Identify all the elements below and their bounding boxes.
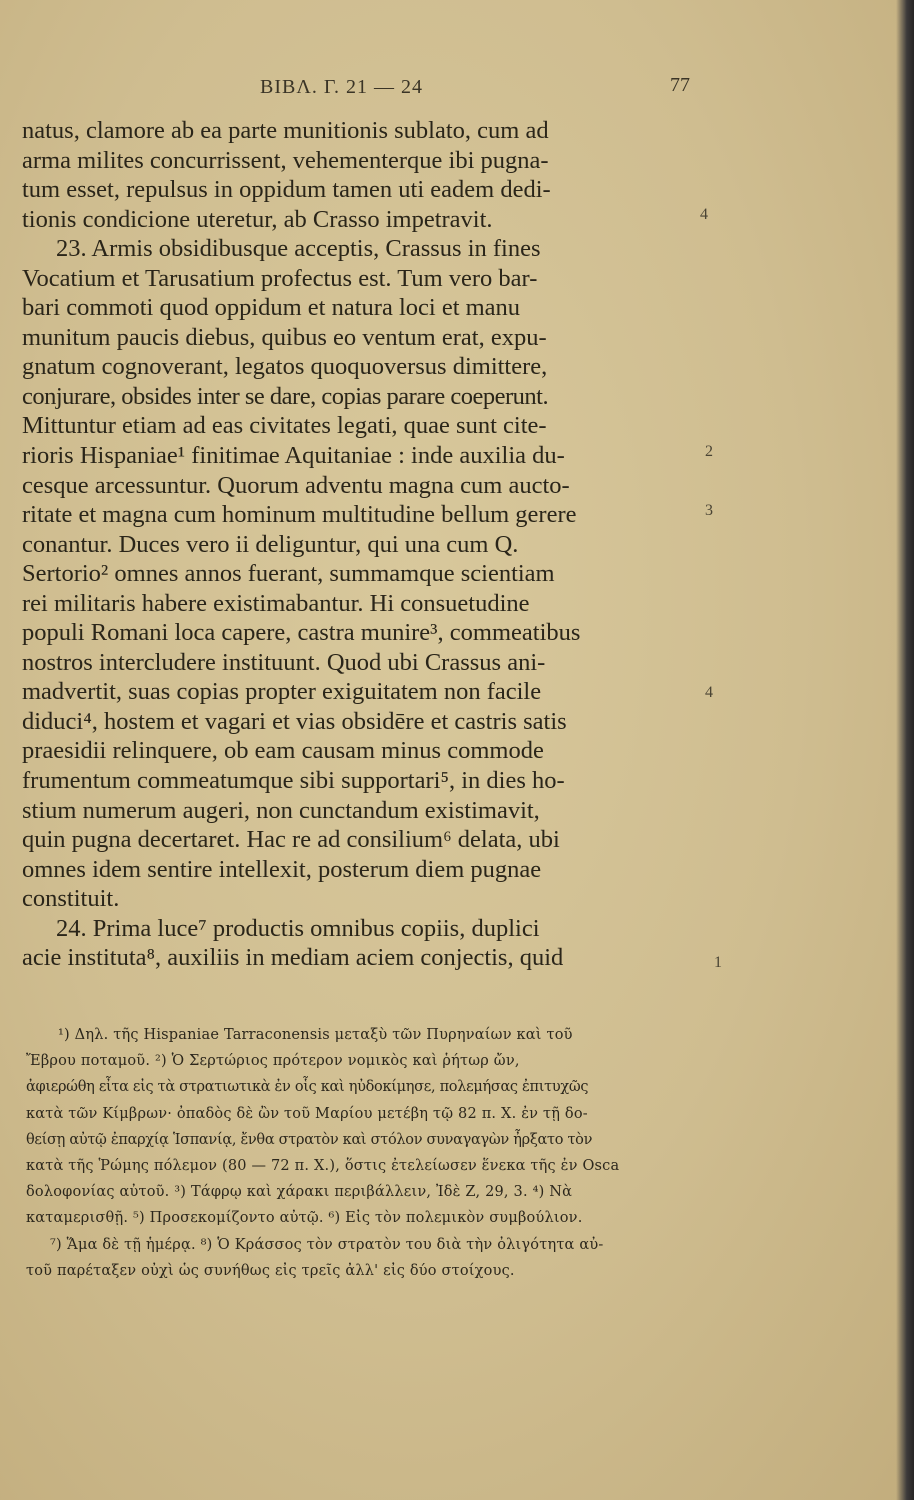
text-line: constituit. bbox=[22, 885, 120, 913]
text-line: conjurare, obsides inter se dare, copias parare coeperunt. bbox=[22, 382, 549, 410]
text-line: 24. Prima luce⁷ productis omnibus copiis, duplici bbox=[56, 914, 540, 942]
text-line: 23. Armis obsidibusque acceptis, Crassus in fines bbox=[56, 235, 541, 263]
margin-number: 1 bbox=[714, 954, 722, 971]
text-line: Mittuntur etiam ad eas civitates legati, quae sunt cite- bbox=[22, 412, 547, 440]
footnote-line: κατὰ τῆς Ῥώμης πόλεμον (80 — 72 π. Χ.), ὅστις ἐτελείωσεν ἕνεκα τῆς ἐν Osca bbox=[26, 1157, 620, 1174]
text-line: natus, clamore ab ea parte munitionis sublato, cum ad bbox=[22, 117, 549, 144]
footnote-line: κατὰ τῶν Κίμβρων· ὀπαδὸς δὲ ὢν τοῦ Μαρίου μετέβη τῷ 82 π. Χ. ἐν τῇ δο- bbox=[26, 1105, 588, 1122]
text-line: acie instituta⁸, auxiliis in mediam aciem conjectis, quid bbox=[22, 944, 564, 972]
text-line: ritate et magna cum hominum multitudine bellum gerere bbox=[22, 501, 577, 529]
text-line: omnes idem sentire intellexit, posterum diem pugnae bbox=[22, 855, 542, 883]
page-header bbox=[0, 76, 914, 106]
footnote-line: ⁷) Ἅμα δὲ τῇ ἡμέρᾳ. ⁸) Ὁ Κράσσος τὸν στρατὸν του διὰ τὴν ὀλιγότητα αὐ- bbox=[50, 1236, 604, 1253]
text-line: munitum paucis diebus, quibus eo ventum erat, expu- bbox=[22, 323, 547, 351]
footnote-line: δολοφονίας αὐτοῦ. ³) Τάφρῳ καὶ χάρακι περιβάλλειν, Ἰδὲ Z, 29, 3. ⁴) Νὰ bbox=[26, 1184, 573, 1201]
text-line: quin pugna decertaret. Hac re ad consilium⁶ delata, ubi bbox=[22, 826, 560, 854]
text-line: cesque arcessuntur. Quorum adventu magna cum aucto- bbox=[22, 471, 570, 499]
text-line: rei militaris habere existimabantur. Hi consuetudine bbox=[22, 589, 530, 617]
text-line: Vocatium et Tarusatium profectus est. Tum vero bar- bbox=[22, 264, 538, 292]
text-line: stium numerum augeri, non cunctandum existimavit, bbox=[22, 796, 540, 824]
text-line: tum esset, repulsus in oppidum tamen uti eadem dedi- bbox=[22, 176, 551, 204]
text-line: tionis condicione uteretur, ab Crasso impetravit. bbox=[22, 205, 493, 233]
footnotes bbox=[26, 1022, 715, 1284]
footnote-line: θείσῃ αὐτῷ ἐπαρχίᾳ Ἱσπανίᾳ, ἔνθα στρατὸν καὶ στόλον συναγαγὼν ἦρξατο τὸν bbox=[26, 1131, 593, 1148]
text-line: arma milites concurrissent, vehementerque ibi pugna- bbox=[22, 146, 549, 174]
text-line: rioris Hispaniae¹ finitimae Aquitaniae : inde auxilia du- bbox=[22, 442, 565, 470]
text-line: praesidii relinquere, ob eam causam minus commode bbox=[22, 737, 544, 765]
page-edge-shadow bbox=[896, 0, 914, 1500]
footnote-line: καταμερισθῇ. ⁵) Προσεκομίζοντο αὐτῷ. ⁶) Εἰς τὸν πολεμικὸν συμβούλιον. bbox=[26, 1210, 583, 1227]
page-number: 77 bbox=[670, 74, 690, 96]
text-line: nostros intercludere instituunt. Quod ubi Crassus ani- bbox=[22, 648, 546, 676]
footnote-line: ἀφιερώθη εἶτα εἰς τὰ στρατιωτικὰ ἐν οἷς καὶ ηὐδοκίμησε, πολεμήσας ἐπιτυχῶς bbox=[26, 1079, 589, 1096]
text-line: frumentum commeatumque sibi supportari⁵, in dies ho- bbox=[22, 767, 565, 795]
text-line: diduci⁴, hostem et vagari et vias obsidēre et castris satis bbox=[22, 707, 567, 735]
margin-number: 3 bbox=[705, 502, 713, 519]
footnote-line: ¹) Δηλ. τῆς Hispaniae Tarraconensis μεταξὺ τῶν Πυρηναίων καὶ τοῦ bbox=[58, 1027, 573, 1043]
margin-number: 4 bbox=[705, 684, 713, 701]
margin-number: 2 bbox=[705, 443, 713, 460]
running-title: ΒΙΒΛ. Γ. 21 — 24 bbox=[260, 76, 424, 98]
text-line: gnatum cognoverant, legatos quoquoversus dimittere, bbox=[22, 353, 548, 381]
text-line: bari commoti quod oppidum et natura loci et manu bbox=[22, 294, 521, 322]
main-text bbox=[22, 116, 712, 973]
text-line: conantur. Duces vero ii deliguntur, qui una cum Q. bbox=[22, 530, 519, 558]
text-line: populi Romani loca capere, castra munire³, commeatibus bbox=[22, 619, 581, 647]
footnote-line: τοῦ παρέταξεν οὐχὶ ὡς συνήθως εἰς τρεῖς ἀλλ' εἰς δύο στοίχους. bbox=[26, 1262, 515, 1279]
footnote-line: Ἔβρου ποταμοῦ. ²) Ὁ Σερτώριος πρότερον νομικὸς καὶ ῥήτωρ ὤν, bbox=[26, 1053, 520, 1070]
text-line: Sertorio² omnes annos fuerant, summamque scientiam bbox=[22, 560, 555, 588]
margin-number: 4 bbox=[700, 206, 708, 223]
text-line: madvertit, suas copias propter exiguitatem non facile bbox=[22, 678, 542, 706]
